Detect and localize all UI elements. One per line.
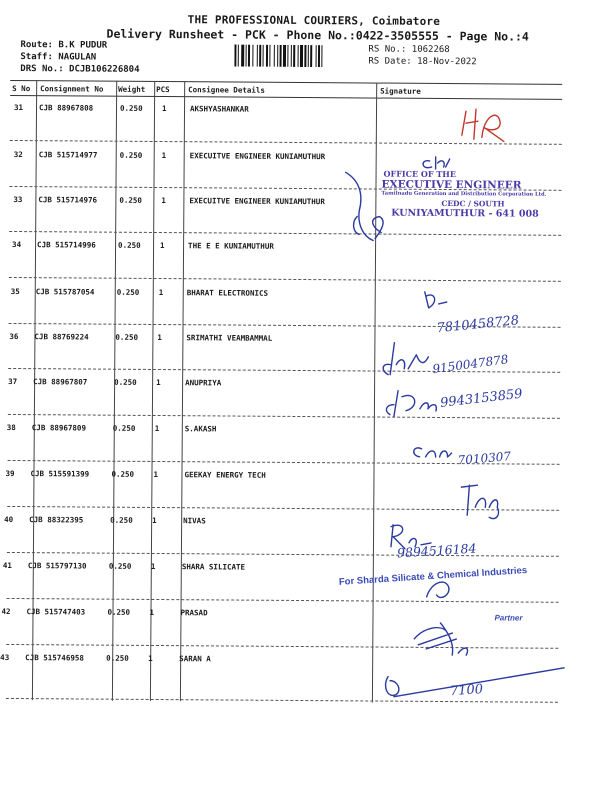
phone-row-36b: 9150047878 [431,352,510,377]
row-pcs: 1 [152,515,157,526]
row-pcs: 1 [158,288,164,298]
col-sno: S No [12,83,31,94]
row-consignee: SARAN A [179,654,211,664]
row-consignment: CJB 515787054 [35,287,95,297]
row-consignee: EXECUITVE ENGINEER KUNIAMUTHUR [189,196,325,207]
row-pcs: 1 [154,423,160,434]
row-sno: 35 [10,286,20,297]
row-consignee: AKSHYASHANKAR [189,104,249,114]
col-consignee: Consignee Details [188,85,265,95]
firm-stamp-row-41: For Sharda Silicate & Chemical Industries [338,565,528,588]
table-row [1,240,600,258]
staff: Staff: NAGULAN [20,52,97,63]
company-title: THE PROFESSIONAL COURIERS, Coimbatore [187,13,441,28]
row-weight: 0.250 [110,515,133,525]
row-consignee: S.AKASH [184,424,217,434]
row-consignee: SHARA SILICATE [181,562,246,572]
row-sno: 32 [13,149,23,160]
row-sno: 43 [0,652,10,662]
row-weight: 0.250 [112,423,136,433]
row-consignment: CJB 515714977 [38,150,98,160]
rs-date: RS Date: 18-Nov-2022 [368,56,477,68]
row-consignee: EXECUITVE ENGINEER KUNIAMUTHUR [189,151,326,162]
row-consignment: CJB 515747403 [26,607,86,617]
row-sno: 34 [12,239,22,250]
row-pcs: 1 [153,469,159,480]
row-pcs: 1 [148,653,153,663]
row-consignment: CJB 88967809 [31,423,87,433]
row-sno: 38 [6,422,16,433]
row-weight: 0.250 [119,195,142,205]
row-weight: 0.250 [119,150,143,160]
col-weight: Weight [118,84,146,94]
row-sno: 36 [9,331,19,342]
row-weight: 0.250 [114,377,137,387]
row-sno: 31 [14,102,24,113]
row-consignee: THE E E KUNIAMUTHUR [188,241,274,251]
row-pcs: 1 [161,151,167,161]
signature-row-31 [378,105,568,152]
col-signature: Signature [380,86,421,96]
rs-number: RS No.: 1062268 [368,44,450,56]
row-sno: 39 [5,468,15,479]
row-pcs: 1 [161,196,166,206]
row-weight: 0.250 [120,103,143,113]
row-consignment: CJB 515797130 [27,561,87,571]
stamp-line1: OFFICE OF THE [383,168,456,180]
phone-row-37: 9943153859 [439,386,524,411]
row-weight: 0.250 [111,469,135,479]
row-consignment: CJB 515746958 [25,653,84,663]
row-pcs: 1 [157,333,162,343]
row-weight: 0.250 [116,287,140,297]
row-consignment: CJB 515591399 [30,469,90,479]
row-consignment: CJB 88967807 [33,377,88,387]
row-sno: 33 [13,194,23,205]
stamp-line5: KUNIYAMUTHUR - 641 008 [391,207,539,220]
row-consignee: ANUPRIYA [185,378,222,388]
row-pcs: 1 [149,607,155,617]
row-consignment: CJB 88967808 [39,103,94,113]
bracket-mark [341,170,422,251]
phone-row-36: 7810458728 [435,313,520,337]
phone-row-38: 7010307 [457,449,512,468]
row-weight: 0.250 [118,240,141,250]
row-consignee: SRIMATHI VEAMBAMMAL [186,333,273,343]
row-rule [9,277,561,282]
stamp-line3: Tamilnadu Generation and Distribution Corporation Ltd. [381,190,547,198]
partner-label: Partner [494,613,523,623]
row-consignment: CJB 88769224 [34,332,89,342]
route: Route: B.K PUDUR [20,40,108,51]
row-consignee: NIVAS [183,516,206,526]
row-sno: 37 [8,376,18,387]
row-rule [9,231,561,236]
row-weight: 0.250 [108,561,132,571]
barcode [234,45,360,68]
row-pcs: 1 [156,377,161,388]
row-consignee: BHARAT ELECTRONICS [186,288,269,298]
row-weight: 0.250 [115,332,139,342]
row-pcs: 1 [150,561,156,571]
note-row-43: 7100 [449,682,484,700]
signature-row-42 [374,611,564,658]
row-sno: 40 [4,514,14,525]
row-weight: 0.250 [106,653,129,663]
row-sno: 41 [2,560,12,570]
row-consignee: PRASAD [180,608,208,618]
row-pcs: 1 [160,241,165,251]
row-consignee: GEEKAY ENERGY TECH [184,470,266,480]
phone-row-40: 9894516184 [396,540,477,561]
signature-row-41 [375,567,565,614]
col-consignment: Consignment No [40,84,104,94]
row-consignment: CJB 88322395 [29,515,84,525]
row-sno: 42 [1,606,11,616]
drs-number: DRS No.: DCJB106226804 [20,64,140,75]
header-rule [10,95,562,100]
row-consignment: CJB 515714996 [37,240,96,250]
row-weight: 0.250 [107,607,131,617]
stamp-line4: CEDC / SOUTH [441,198,505,209]
col-pcs: PCS [156,84,170,95]
runsheet-subtitle: Delivery Runsheet - PCK - Phone No.:0422-3505555 - Page No.:4 [106,26,529,44]
row-pcs: 1 [162,104,167,114]
stamp-line2: EXECUTIVE ENGINEER [381,178,522,192]
row-consignment: CJB 515714976 [38,195,98,205]
